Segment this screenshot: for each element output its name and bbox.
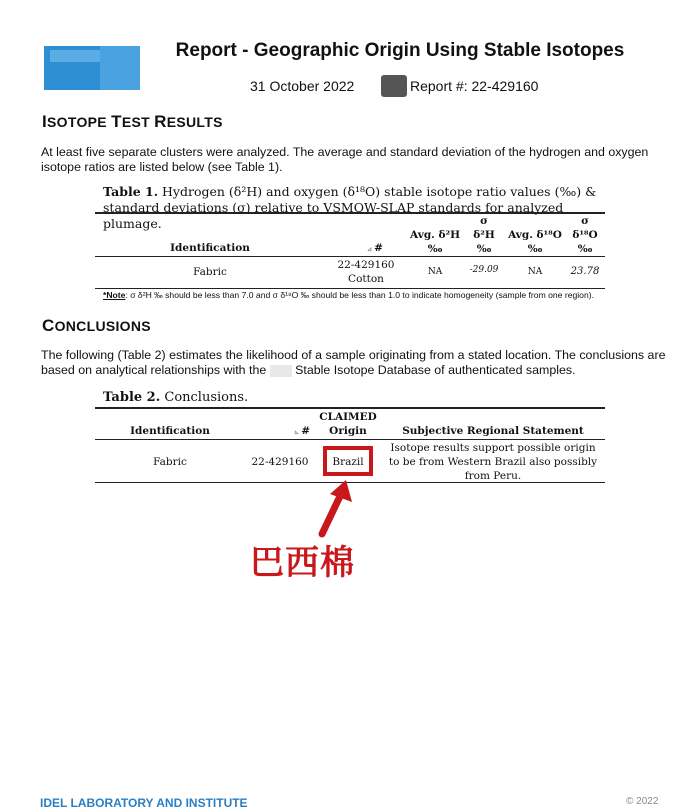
table1-top-rule bbox=[95, 212, 605, 214]
table1-cell-avg-o: NA bbox=[527, 267, 543, 277]
isotope-results-heading: ISOTOPE TEST RESULTS bbox=[42, 112, 223, 131]
table1-header-identification: Identification bbox=[170, 242, 250, 254]
table1-cell-sd-h: -29.09 bbox=[469, 265, 499, 275]
table1-header-sd-o: σ δ¹⁸O ‰ bbox=[572, 215, 598, 255]
redaction-mark bbox=[381, 75, 407, 97]
table1-footnote: *Note: σ δ²H ‰ should be less than 7.0 and σ δ¹⁸O ‰ should be less than 1.0 to indicate homogeneity (sample from one region). bbox=[103, 290, 594, 300]
table1-header-sd-h: σ δ²H ‰ bbox=[473, 215, 495, 255]
table2-header-identification: Identification bbox=[130, 425, 210, 437]
table2-top-rule bbox=[95, 407, 605, 409]
footer-organization: IDEL LABORATORY AND INSTITUTE bbox=[40, 796, 248, 810]
table1-caption: Table 1. Hydrogen (δ²H) and oxygen (δ¹⁸O) stable isotope ratio values (‰) & standard deviations (σ) relative to VSMOW-SLAP standards for analyzed plumage. bbox=[103, 184, 597, 231]
table1-cell-avg-h: NA bbox=[427, 267, 443, 277]
table2-cell-statement: Isotope results support possible origin to be from Western Brazil also possibly from Peru. bbox=[388, 442, 598, 482]
annotation-label: 巴西棉 bbox=[250, 543, 355, 583]
red-arrow-icon bbox=[300, 476, 360, 540]
table1-header-avg-h: Avg. δ²H ‰ bbox=[410, 229, 460, 255]
conclusions-heading: CONCLUSIONS bbox=[42, 316, 151, 335]
table2-header-statement: Subjective Regional Statement bbox=[402, 425, 584, 437]
table2-header-claimed-origin: CLAIMED Origin bbox=[319, 411, 377, 437]
report-title: Report - Geographic Origin Using Stable Isotopes bbox=[175, 40, 625, 61]
table2-cell-identification: Fabric bbox=[153, 456, 187, 468]
footer-copyright: © 2022 bbox=[626, 796, 659, 807]
company-logo bbox=[40, 22, 145, 92]
table2-caption: Table 2. Conclusions. bbox=[103, 390, 249, 405]
table2-cell-claimed-origin: Brazil bbox=[332, 456, 364, 468]
table1-header-avg-o: Avg. δ¹⁸O ‰ bbox=[508, 229, 562, 255]
table1-cell-identification: Fabric bbox=[193, 266, 227, 278]
table1-header-number: ⊿ # bbox=[367, 242, 383, 254]
report-number: Report #: 22-429160 bbox=[410, 78, 539, 94]
table1-bottom-rule bbox=[95, 288, 605, 289]
isotope-intro-text: At least five separate clusters were analyzed. The average and standard deviation of the hydrogen and oxygen isotope ratios are listed below (see Table 1). bbox=[41, 145, 649, 174]
redacted-name bbox=[270, 365, 292, 377]
table1-cell-sd-o: 23.78 bbox=[570, 266, 600, 277]
origin-highlight-box bbox=[323, 446, 373, 476]
table1-cell-number: 22-429160 Cotton bbox=[337, 259, 395, 285]
table1-header-rule bbox=[95, 256, 605, 257]
table2-header-rule bbox=[95, 439, 605, 440]
conclusions-text: The following (Table 2) estimates the likelihood of a sample originating from a stated location. The conclusions are based on analytical relationships with the Stable Isotope Database of authenticated samples. bbox=[41, 348, 666, 377]
table2-cell-number: 22-429160 bbox=[251, 456, 309, 468]
report-date: 31 October 2022 bbox=[250, 78, 355, 94]
table2-header-number: ⊾ # bbox=[294, 425, 310, 437]
